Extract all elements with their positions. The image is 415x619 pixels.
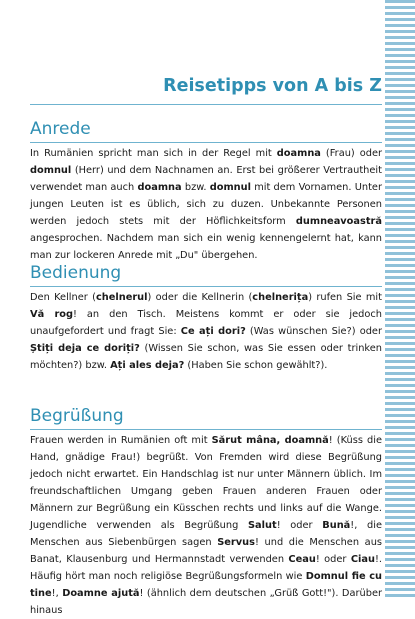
section-heading: Bedienung bbox=[30, 263, 122, 283]
section-begruessung bbox=[30, 405, 382, 619]
bold-term: Salut bbox=[248, 520, 277, 531]
section-heading: Anrede bbox=[30, 119, 91, 139]
bold-term: Sărut mâna, doamnă bbox=[211, 435, 329, 446]
bold-term: doamna bbox=[276, 148, 321, 159]
text-run: Frauen werden in Rumänien oft mit bbox=[30, 435, 212, 446]
bold-term: Ciau bbox=[350, 554, 375, 565]
text-run: !. Häufig hört man noch religiöse Begrüßungsformeln wie bbox=[30, 554, 382, 582]
bold-term: Ați ales deja? bbox=[110, 360, 185, 371]
bold-term: Știți deja ce doriți? bbox=[30, 343, 140, 354]
bold-term: domnul bbox=[30, 165, 72, 176]
text-run: (Wissen Sie schon, was Sie essen oder trinken möchten?) bzw. bbox=[30, 343, 382, 371]
text-run: (Herr) und dem Nachnamen an. Erst bei größerer Vertrautheit verwendet man auch bbox=[30, 165, 382, 193]
text-run: ! (Küss die Hand, gnädige Frau!) begrüßt. Von Fremden wird diese Begrüßung jedoch nicht erwartet. Ein Handschlag ist nur unter Männern üblich. Im freundschaftlichen Umgang geben Frauen anderen Frauen oder Männern zur Begrüßung ein Küsschen rechts und links auf die Wange. Jugendliche verwenden als Begrüßung bbox=[30, 435, 382, 531]
bold-term: dumneavoastră bbox=[295, 216, 382, 227]
bold-term: Domnul fie cu tine bbox=[30, 571, 382, 599]
section-heading: Begrüßung bbox=[30, 406, 124, 426]
text-run: ! oder bbox=[315, 554, 351, 565]
text-run: ) oder die Kellnerin ( bbox=[147, 292, 253, 303]
text-run: ! oder bbox=[276, 520, 323, 531]
section-divider bbox=[30, 429, 382, 430]
text-run: ! (ähnlich dem deutschen „Grüß Gott!"). Darüber hinaus bbox=[30, 588, 382, 616]
text-run: (Haben Sie schon gewählt?). bbox=[184, 360, 328, 371]
bold-term: Ce ați dori? bbox=[180, 326, 246, 337]
bold-term: doamna bbox=[137, 182, 182, 193]
bold-term: Servus bbox=[217, 537, 255, 548]
section-body bbox=[30, 432, 382, 619]
bold-term: Ceau bbox=[288, 554, 316, 565]
section-bedienung bbox=[30, 262, 382, 374]
edge-stripe-decoration bbox=[385, 0, 415, 600]
text-run: angesprochen. Nachdem man sich ein wenig kennengelernt hat, kann man zur lockeren Anrede mit „Du" übergehen. bbox=[30, 233, 382, 261]
text-run: (Frau) oder bbox=[320, 148, 382, 159]
text-run: !, die Menschen aus Siebenbürgen sagen bbox=[30, 520, 382, 548]
text-run: bzw. bbox=[181, 182, 210, 193]
text-run: ) rufen Sie mit bbox=[308, 292, 382, 303]
text-run: ! an den Tisch. Meistens kommt er oder sie jedoch unaufgefordert und fragt Sie: bbox=[30, 309, 382, 337]
bold-term: chelnerița bbox=[252, 292, 309, 303]
bold-term: domnul bbox=[209, 182, 251, 193]
text-run: (Was wünschen Sie?) oder bbox=[245, 326, 382, 337]
text-run: Den Kellner ( bbox=[30, 292, 96, 303]
text-run: !, bbox=[51, 588, 63, 599]
bold-term: Bună bbox=[322, 520, 351, 531]
bold-term: Vă rog bbox=[30, 309, 74, 320]
section-body bbox=[30, 145, 382, 264]
section-divider bbox=[30, 142, 382, 143]
title-divider bbox=[30, 104, 382, 105]
text-run: ! und die Menschen aus Banat, Klausenburg und Hermannstadt verwenden bbox=[30, 537, 383, 565]
section-body bbox=[30, 289, 382, 374]
text-run: In Rumänien spricht man sich in der Regel mit bbox=[30, 148, 277, 159]
section-divider bbox=[30, 286, 382, 287]
page-title: Reisetipps von A bis Z bbox=[163, 76, 382, 96]
section-anrede bbox=[30, 118, 382, 264]
bold-term: Doamne ajută bbox=[62, 588, 140, 599]
bold-term: chelnerul bbox=[95, 292, 148, 303]
text-run: mit dem Vornamen. Unter jungen Leuten ist es üblich, sich zu duzen. Unbekannte Personen werden jedoch stets mit der Höflichkeitsform bbox=[30, 182, 382, 227]
